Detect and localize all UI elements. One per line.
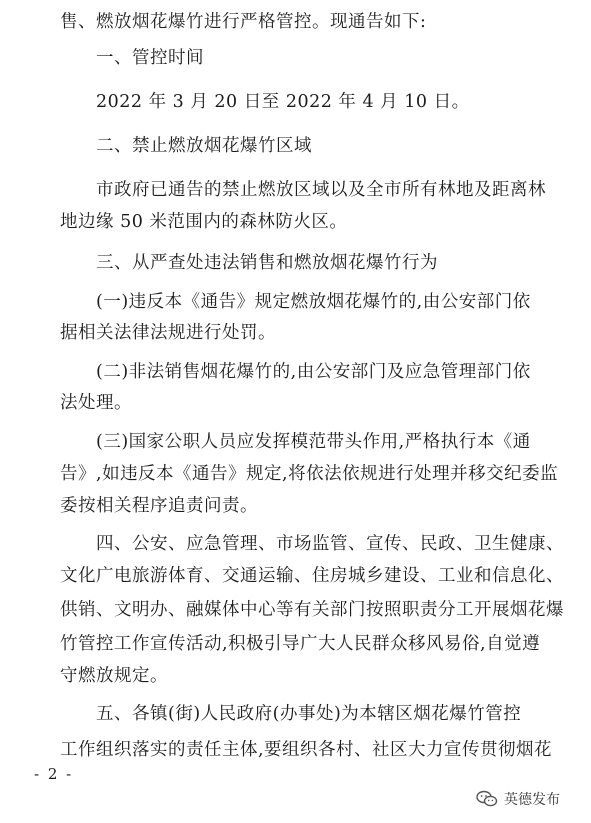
body-line: 售、燃放烟花爆竹进行严格管控。现通告如下:	[60, 12, 427, 32]
body-line: 告》,如违反本《通告》规定,将依法依规进行处理并移交纪委监	[60, 464, 559, 484]
body-line: 地边缘 50 米范围内的森林防火区。	[60, 212, 348, 232]
body-line: 据相关法律法规进行处罚。	[60, 323, 276, 343]
body-line: 文化广电旅游体育、交通运输、住房城乡建设、工业和信息化、	[60, 566, 564, 586]
body-line: 法处理。	[60, 393, 132, 413]
body-line: (一)违反本《通告》规定燃放烟花爆竹的,由公安部门依	[96, 292, 531, 312]
body-line: 委按相关程序追责问责。	[60, 496, 258, 516]
body-line: 五、各镇(街)人民政府(办事处)为本辖区烟花爆竹管控	[96, 704, 522, 724]
body-line: 四、公安、应急管理、市场监管、宣传、民政、卫生健康、	[96, 534, 564, 554]
body-line: 工作组织落实的责任主体,要组织各村、社区大力宣传贯彻烟花	[60, 740, 553, 760]
body-line: 守燃放规定。	[60, 666, 168, 686]
page-number: - 2 -	[34, 765, 74, 783]
body-line: 三、从严查处违法销售和燃放烟花爆竹行为	[96, 253, 438, 273]
body-line: 2022 年 3 月 20 日至 2022 年 4 月 10 日。	[96, 92, 470, 112]
body-line: (二)非法销售烟花爆竹的,由公安部门及应急管理部门依	[96, 362, 531, 382]
body-line: 二、禁止燃放烟花爆竹区域	[96, 136, 312, 156]
body-line: 市政府已通告的禁止燃放区域以及全市所有林地及距离林	[96, 180, 546, 200]
body-line: 供销、文明办、融媒体中心等有关部门按照职责分工开展烟花爆	[60, 600, 564, 620]
body-line: (三)国家公职人员应发挥模范带头作用,严格执行本《通	[96, 432, 531, 452]
watermark-text: 英德发布	[504, 792, 560, 808]
body-line: 竹管控工作宣传活动,积极引导广大人民群众移风易俗,自觉遵	[60, 634, 541, 654]
watermark	[476, 788, 560, 810]
wechat-icon	[476, 790, 498, 808]
body-line: 一、管控时间	[96, 48, 204, 68]
